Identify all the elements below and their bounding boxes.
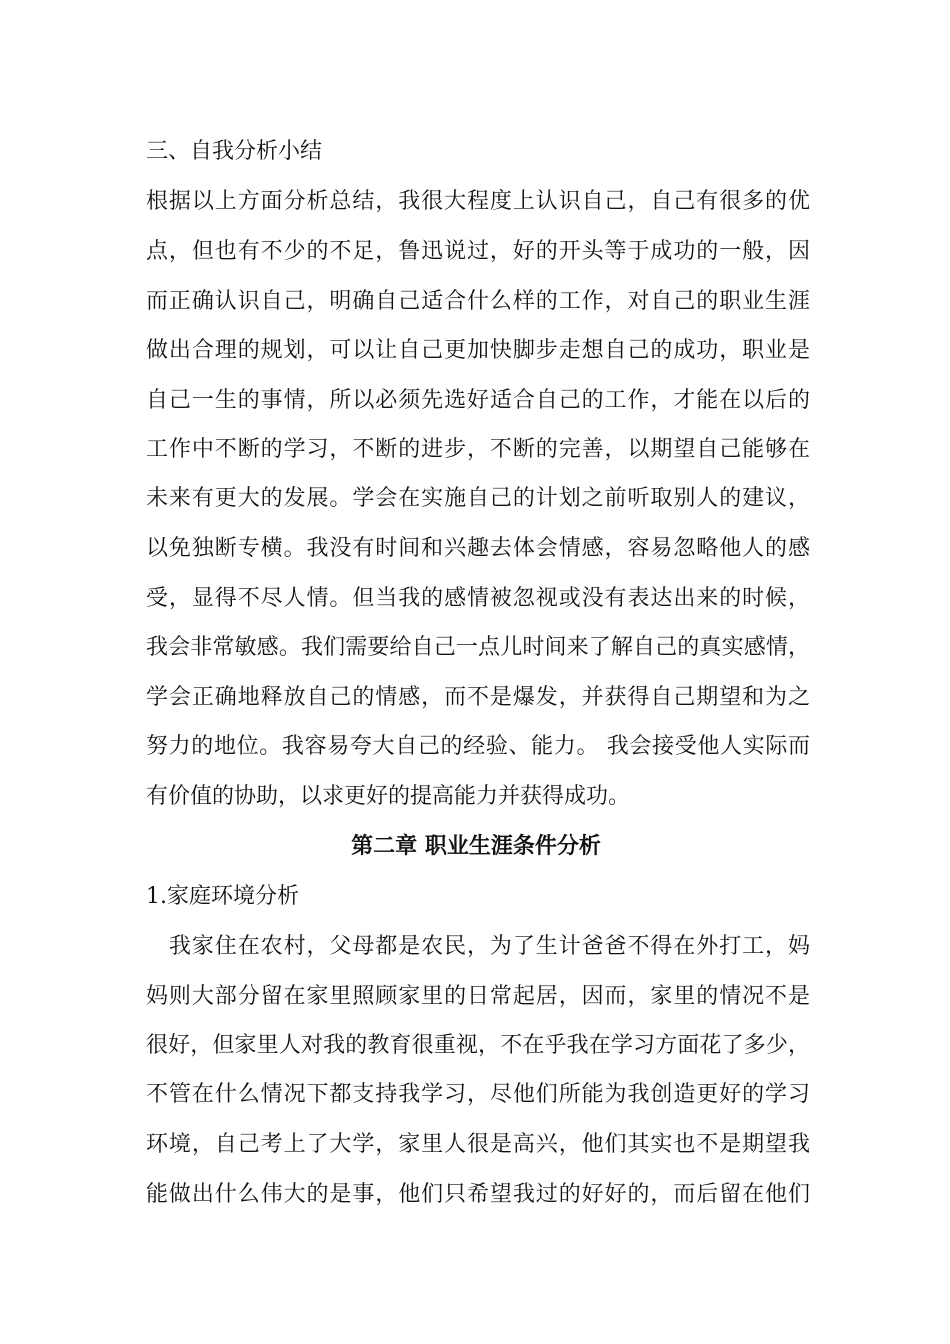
paragraph-line: 妈则大部分留在家里照顾家里的日常起居，因而，家里的情况不是 [146, 984, 810, 1009]
section-title: 三、自我分析小结 [146, 139, 323, 164]
paragraph-line: 学会正确地释放自己的情感，而不是爆发，并获得自己期望和为之 [146, 685, 810, 710]
paragraph-line: 受，显得不尽人情。但当我的感情被忽视或没有表达出来的时候， [146, 586, 810, 611]
paragraph-line: 根据以上方面分析总结，我很大程度上认识自己，自己有很多的优 [146, 189, 810, 214]
paragraph-line: 有价值的协助，以求更好的提高能力并获得成功。 [146, 784, 631, 809]
paragraph-line: 我家住在农村，父母都是农民，为了生计爸爸不得在外打工，妈 [146, 934, 810, 959]
chapter-title: 第二章 职业生涯条件分析 [351, 834, 601, 859]
paragraph-line: 未来有更大的发展。学会在实施自己的计划之前听取别人的建议， [146, 486, 810, 511]
subsection-title: 1.家庭环境分析 [146, 884, 299, 909]
paragraph-line: 不管在什么情况下都支持我学习，尽他们所能为我创造更好的学习 [146, 1082, 810, 1107]
paragraph-line: 努力的地位。我容易夸大自己的经验、能力。 我会接受他人实际而 [146, 734, 810, 759]
paragraph-line: 工作中不断的学习，不断的进步，不断的完善，以期望自己能够在 [146, 437, 810, 462]
paragraph-line: 很好，但家里人对我的教育很重视，不在乎我在学习方面花了多少， [146, 1033, 810, 1058]
paragraph-line: 能做出什么伟大的是事，他们只希望我过的好好的，而后留在他们 [146, 1182, 810, 1207]
paragraph-line: 做出合理的规划，可以让自己更加快脚步走想自己的成功，职业是 [146, 338, 810, 363]
paragraph-line: 而正确认识自己，明确自己适合什么样的工作，对自己的职业生涯 [146, 289, 810, 314]
paragraph-line: 环境，自己考上了大学，家里人很是高兴，他们其实也不是期望我 [146, 1132, 810, 1157]
paragraph-line: 以免独断专横。我没有时间和兴趣去体会情感，容易忽略他人的感 [146, 536, 810, 561]
paragraph-line: 点，但也有不少的不足，鲁迅说过，好的开头等于成功的一般，因 [146, 239, 810, 264]
paragraph-line: 自己一生的事情，所以必须先选好适合自己的工作，才能在以后的 [146, 388, 810, 413]
paragraph-line: 我会非常敏感。我们需要给自己一点儿时间来了解自己的真实感情， [146, 635, 810, 660]
